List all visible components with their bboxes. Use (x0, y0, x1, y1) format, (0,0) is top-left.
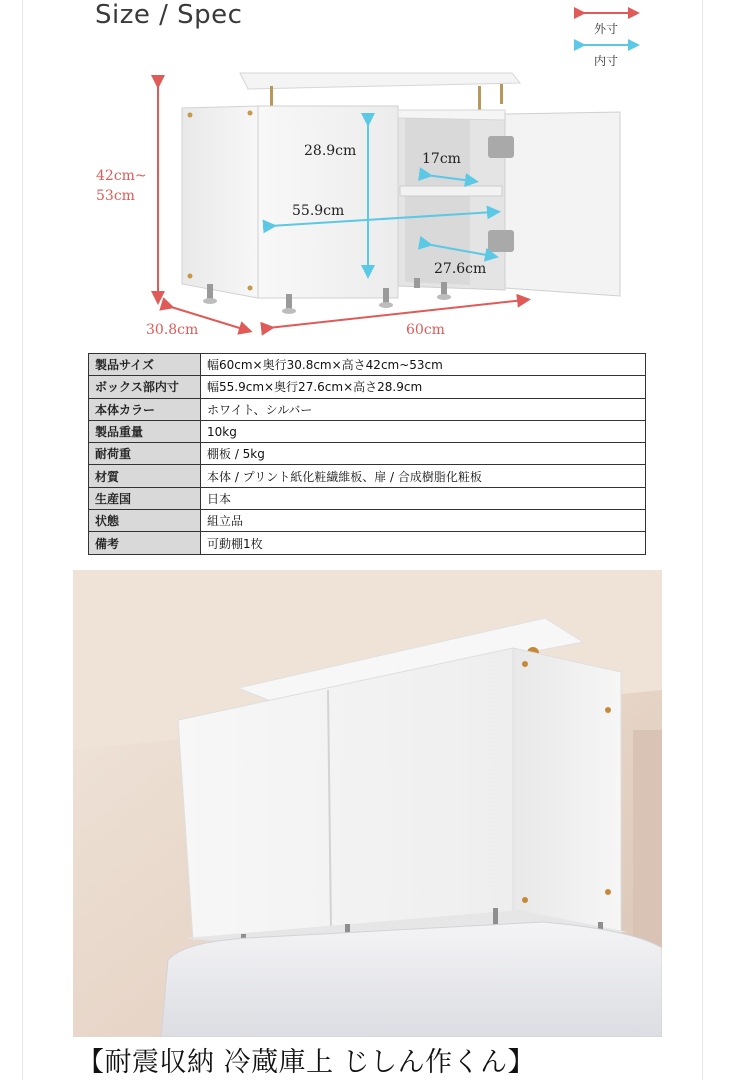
inner-width-label: 55.9cm (292, 203, 345, 219)
product-caption: 【耐震収納 冷蔵庫上 じしん作くん】 (77, 1047, 536, 1078)
movable-shelf (400, 186, 502, 196)
outer-width-label: 60cm (406, 322, 445, 338)
table-row (89, 510, 646, 532)
table-row (89, 532, 646, 554)
spec-key: 材質 (89, 465, 201, 487)
spec-key: 生産国 (89, 487, 201, 509)
refrigerator (161, 922, 662, 1037)
table-row (89, 376, 646, 398)
spec-key: 耐荷重 (89, 443, 201, 465)
spec-key: 備考 (89, 532, 201, 554)
spec-value: 棚板 / 5kg (201, 443, 646, 465)
spec-key: 状態 (89, 510, 201, 532)
hinge-bottom-icon (488, 230, 514, 252)
spec-value: 本体 / プリント紙化粧繊維板、扉 / 合成樹脂化粧板 (201, 465, 646, 487)
hinge-top-icon (488, 136, 514, 158)
left-door (258, 106, 398, 298)
table-row (89, 354, 646, 376)
spec-value: 幅55.9cm×奥行27.6cm×高さ28.9cm (201, 376, 646, 398)
spec-value: ホワイト、シルバー (201, 398, 646, 420)
legend-outer-label: 外寸 (594, 22, 619, 36)
spec-value: 日本 (201, 487, 646, 509)
spec-key: 本体カラー (89, 398, 201, 420)
outer-height-label-line2: 53cm (96, 188, 135, 204)
product-photo (73, 570, 662, 1037)
table-row (89, 487, 646, 509)
legend-inner-label: 内寸 (594, 54, 619, 68)
spec-value: 可動棚1枚 (201, 532, 646, 554)
outer-depth-label: 30.8cm (146, 322, 199, 338)
page-title: Size / Spec (95, 0, 243, 30)
spec-key: 製品サイズ (89, 354, 201, 376)
cabinet-side (513, 648, 621, 936)
inner-shelf-depth-label: 17cm (422, 151, 461, 167)
inner-height-label: 28.9cm (304, 143, 357, 159)
spec-key: 製品重量 (89, 420, 201, 442)
spec-key: ボックス部内寸 (89, 376, 201, 398)
right-door-open (505, 112, 620, 296)
inner-depth-label: 27.6cm (434, 261, 487, 277)
table-row (89, 443, 646, 465)
table-row (89, 420, 646, 442)
spec-value: 組立品 (201, 510, 646, 532)
spec-value: 10kg (201, 420, 646, 442)
outer-width-arrow (268, 300, 524, 328)
spec-table (88, 353, 646, 555)
table-row (89, 465, 646, 487)
left-side-panel (182, 106, 258, 298)
table-row (89, 398, 646, 420)
outer-height-label (96, 166, 147, 206)
spec-value: 幅60cm×奥行30.8cm×高さ42cm~53cm (201, 354, 646, 376)
outer-height-label-line1: 42cm~ (96, 168, 147, 184)
